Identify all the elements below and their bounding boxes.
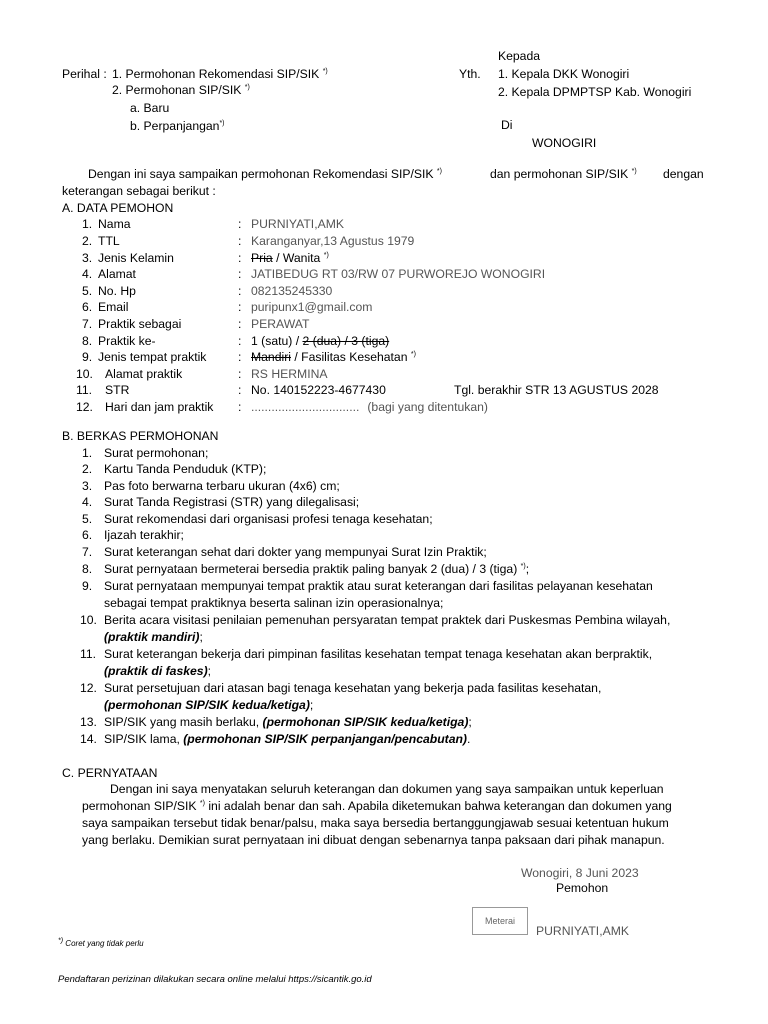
recipient-2: 2. Kepala DPMPTSP Kab. Wonogiri — [498, 85, 692, 99]
data-row-value: puripunx1@gmail.com — [251, 300, 373, 314]
data-row-num: 2. — [82, 234, 93, 248]
data-row-label: Nama — [98, 217, 131, 231]
signature-name: PURNIYATI,AMK — [536, 924, 629, 938]
berkas-item-num: 10. — [80, 613, 97, 627]
signature-role: Pemohon — [556, 881, 609, 895]
data-row-value: 1 (satu) / 2 (dua) / 3 (tiga) — [251, 334, 390, 348]
data-row-num: 12. — [76, 400, 93, 414]
data-row-colon: : — [238, 234, 242, 248]
data-row-num: 8. — [82, 334, 93, 348]
berkas-item-line2: (praktik mandiri); — [104, 630, 203, 644]
berkas-item: SIP/SIK yang masih berlaku, (permohonan SIP/SIK kedua/ketiga); — [104, 715, 472, 729]
berkas-item-num: 12. — [80, 681, 97, 695]
berkas-item: Surat pernyataan mempunyai tempat praktik atau surat keterangan dari fasilitas pelayanan kesehatan — [104, 579, 653, 593]
data-row-colon: : — [238, 300, 242, 314]
berkas-item-num: 5. — [82, 512, 93, 526]
berkas-item: Kartu Tanda Penduduk (KTP); — [104, 462, 267, 476]
data-row-value: PERAWAT — [251, 317, 310, 331]
footnote: *) Coret yang tidak perlu — [58, 937, 144, 948]
berkas-item: Surat Tanda Registrasi (STR) yang dilegalisasi; — [104, 495, 360, 509]
perihal-item-a: a. Baru — [130, 101, 170, 115]
perihal-item-2: 2. Permohonan SIP/SIK *) — [112, 83, 250, 97]
data-row-num: 11. — [76, 383, 93, 397]
str-expiry-date: Tgl. berakhir STR 13 AGUSTUS 2028 — [454, 383, 659, 397]
data-row-value: JATIBEDUG RT 03/RW 07 PURWOREJO WONOGIRI — [251, 267, 546, 281]
berkas-item: Surat keterangan sehat dari dokter yang mempunyai Surat Izin Praktik; — [104, 545, 487, 559]
statement-line-2: permohonan SIP/SIK *) ini adalah benar dan sah. Apabila diketemukan bahwa keterangan dan dokumen yang — [82, 799, 672, 813]
data-row-label: TTL — [98, 234, 120, 248]
statement-line-1: Dengan ini saya menyatakan seluruh keterangan dan dokumen yang saya sampaikan untuk keperluan — [110, 782, 664, 796]
kepada-label: Kepada — [498, 49, 541, 63]
data-row-value: Pria / Wanita *) — [251, 251, 329, 265]
data-row-num: 1. — [82, 217, 93, 231]
berkas-item-num: 2. — [82, 462, 93, 476]
data-row-colon: : — [238, 217, 242, 231]
berkas-item-num: 8. — [82, 562, 93, 576]
data-row-value: PURNIYATI,AMK — [251, 217, 344, 231]
intro-part-2: dan permohonan SIP/SIK *) — [490, 167, 637, 181]
recipient-1: 1. Kepala DKK Wonogiri — [498, 67, 630, 81]
data-row-colon: : — [238, 400, 242, 414]
data-row-colon: : — [238, 251, 242, 265]
city-label: WONOGIRI — [532, 136, 597, 150]
footer-note: Pendaftaran perizinan dilakukan secara online melalui https://sicantik.go.id — [58, 974, 372, 985]
data-row-num: 9. — [82, 350, 93, 364]
data-row-colon: : — [238, 267, 242, 281]
data-row-colon: : — [238, 334, 242, 348]
data-row-label: STR — [105, 383, 130, 397]
berkas-item-num: 4. — [82, 495, 93, 509]
berkas-item: Surat pernyataan bermeterai bersedia praktik paling banyak 2 (dua) / 3 (tiga) *); — [104, 562, 530, 576]
intro-part-3: dengan — [663, 167, 704, 181]
data-row-value: No. 140152223-4677430 — [251, 383, 386, 397]
berkas-item-num: 13. — [80, 715, 97, 729]
data-row-colon: : — [238, 350, 242, 364]
data-row-colon: : — [238, 284, 242, 298]
section-c-title: C. PERNYATAAN — [62, 766, 158, 780]
berkas-item-num: 11. — [80, 647, 97, 661]
statement-line-4: yang berlaku. Demikian surat pernyataan ini dibuat dengan sebenarnya tanpa paksaan dari pihak manapun. — [82, 833, 665, 847]
data-row-num: 6. — [82, 300, 93, 314]
di-label: Di — [501, 118, 513, 132]
data-row-colon: : — [238, 367, 242, 381]
section-a-title: A. DATA PEMOHON — [62, 201, 174, 215]
berkas-item-num: 6. — [82, 528, 93, 542]
data-row-num: 5. — [82, 284, 93, 298]
data-row-num: 7. — [82, 317, 93, 331]
berkas-item: Surat keterangan bekerja dari pimpinan fasilitas kesehatan tempat tenaga kesehatan akan berpraktik, — [104, 647, 653, 661]
data-row-colon: : — [238, 317, 242, 331]
berkas-item: Berita acara visitasi penilaian pemenuhan persyaratan tempat praktek dari Puskesmas Pembina wilayah, — [104, 613, 671, 627]
berkas-item: Pas foto berwarna terbaru ukuran (4x6) cm; — [104, 479, 340, 493]
berkas-item-line2: (permohonan SIP/SIK kedua/ketiga); — [104, 698, 314, 712]
data-row-value: 082135245330 — [251, 284, 333, 298]
berkas-item: Surat persetujuan dari atasan bagi tenaga kesehatan yang bekerja pada fasilitas kesehatan, — [104, 681, 602, 695]
berkas-item: SIP/SIK lama, (permohonan SIP/SIK perpanjangan/pencabutan). — [104, 732, 471, 746]
yth-label: Yth. — [459, 67, 481, 81]
berkas-item-num: 3. — [82, 479, 93, 493]
data-row-label: Praktik ke- — [98, 334, 156, 348]
data-row-label: Hari dan jam praktik — [105, 400, 214, 414]
berkas-item: Ijazah terakhir; — [104, 528, 184, 542]
statement-line-3: saya sampaikan tersebut tidak benar/palsu, maka saya bersedia bertanggungjawab sesuai ketentuan hukum — [82, 816, 669, 830]
intro-line-2: keterangan sebagai berikut : — [62, 184, 216, 198]
data-row-label: Alamat — [98, 267, 136, 281]
data-row-label: Alamat praktik — [105, 367, 183, 381]
data-row-value: Mandiri / Fasilitas Kesehatan *) — [251, 350, 416, 364]
data-row-label: Email — [98, 300, 129, 314]
signature-place-date: Wonogiri, 8 Juni 2023 — [521, 866, 639, 880]
data-row-value: RS HERMINA — [251, 367, 328, 381]
berkas-item: Surat permohonan; — [104, 446, 209, 460]
berkas-item: Surat rekomendasi dari organisasi profesi tenaga kesehatan; — [104, 512, 433, 526]
data-row-num: 10. — [76, 367, 93, 381]
data-row-num: 4. — [82, 267, 93, 281]
data-row-num: 3. — [82, 251, 93, 265]
berkas-item-num: 7. — [82, 545, 93, 559]
berkas-item-line2: (praktik di faskes); — [104, 664, 212, 678]
berkas-item-num: 14. — [80, 732, 97, 746]
data-row-label: No. Hp — [98, 284, 136, 298]
berkas-item-num: 9. — [82, 579, 93, 593]
perihal-item-b: b. Perpanjangan*) — [130, 119, 225, 133]
section-b-title: B. BERKAS PERMOHONAN — [62, 429, 219, 443]
data-row-value: Karanganyar,13 Agustus 1979 — [251, 234, 415, 248]
berkas-item-num: 1. — [82, 446, 93, 460]
perihal-item-1: 1. Permohonan Rekomendasi SIP/SIK *) — [112, 67, 328, 81]
data-row-label: Jenis tempat praktik — [98, 350, 207, 364]
berkas-item-line2: sebagai tempat praktiknya beserta salinan izin operasionalnya; — [104, 596, 444, 610]
intro-part-1: Dengan ini saya sampaikan permohonan Rekomendasi SIP/SIK *) — [88, 167, 442, 181]
data-row-colon: : — [238, 383, 242, 397]
meterai-stamp-box: Meterai — [472, 907, 528, 935]
data-row-label: Praktik sebagai — [98, 317, 182, 331]
perihal-label: Perihal : — [62, 67, 107, 81]
data-row-label: Jenis Kelamin — [98, 251, 174, 265]
data-row-value: ................................ (bagi yang ditentukan) — [251, 400, 488, 414]
